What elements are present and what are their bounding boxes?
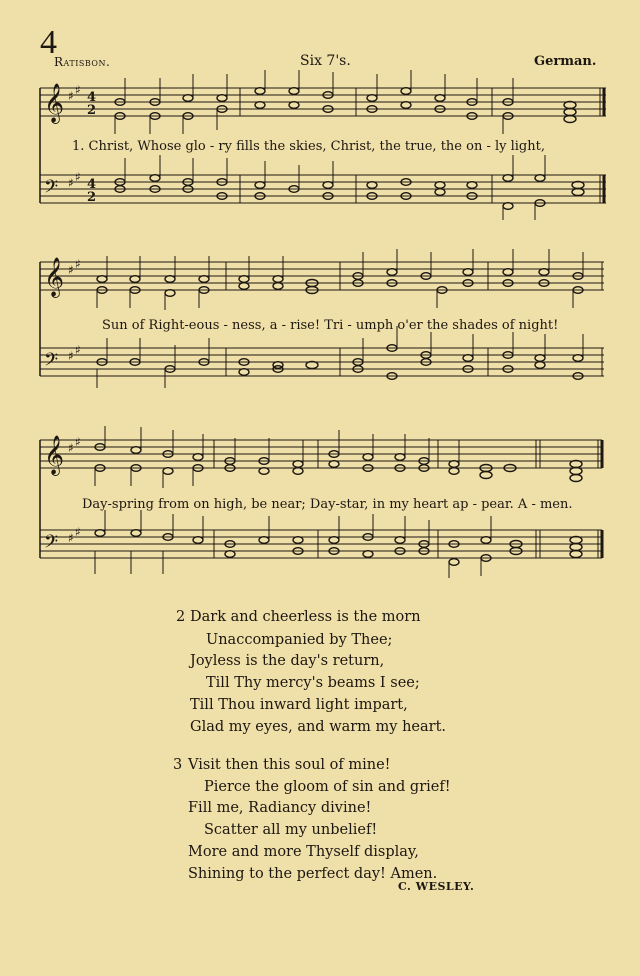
lyric-line-2: Sun of Right-eous - ness, a - rise! Tri - umph o'er the shades of night! xyxy=(102,318,559,333)
meter: Six 7's. xyxy=(300,53,351,69)
tune-name: Ratisbon. xyxy=(54,55,111,69)
svg-text:♯: ♯ xyxy=(75,257,81,271)
stanza-line: Till Thou inward light impart, xyxy=(190,697,408,713)
bass-staff-2 xyxy=(40,348,604,376)
svg-text:♯: ♯ xyxy=(68,176,74,190)
svg-text:♯: ♯ xyxy=(75,525,81,539)
stanza-line: Dark and cheerless is the morn xyxy=(190,609,421,625)
stanza-line: Fill me, Radiancy divine! xyxy=(188,800,372,816)
stanza-line: Unaccompanied by Thee; xyxy=(206,632,393,648)
svg-text:4: 4 xyxy=(87,177,97,192)
stanza-line: Glad my eyes, and warm my heart. xyxy=(190,719,447,735)
stanza-line: Till Thy mercy's beams I see; xyxy=(206,675,420,691)
stanza-line: Joyless is the day's return, xyxy=(190,653,385,669)
svg-text:𝄢: 𝄢 xyxy=(44,350,59,375)
svg-text:𝄞: 𝄞 xyxy=(44,435,65,475)
lyric-line-3: Day-spring from on high, be near; Day-star, in my heart ap - pear. A - men. xyxy=(82,497,573,512)
svg-text:♯: ♯ xyxy=(68,349,74,363)
svg-text:4: 4 xyxy=(87,90,97,105)
stanza-line: Scatter all my unbelief! xyxy=(204,822,378,838)
treble-staff-3 xyxy=(40,440,602,468)
tune-origin: German. xyxy=(534,54,597,69)
svg-text:2: 2 xyxy=(87,190,97,205)
svg-text:𝄞: 𝄞 xyxy=(44,83,65,123)
svg-text:♯: ♯ xyxy=(68,441,74,455)
stanza-number: 2 xyxy=(176,609,186,625)
svg-text:♯: ♯ xyxy=(75,435,81,449)
treble-staff-2 xyxy=(40,262,604,290)
svg-text:𝄞: 𝄞 xyxy=(44,257,65,297)
stanza-number: 3 xyxy=(173,757,183,773)
svg-text:𝄢: 𝄢 xyxy=(44,177,59,202)
svg-text:♯: ♯ xyxy=(75,170,81,184)
svg-text:♯: ♯ xyxy=(68,263,74,277)
svg-text:♯: ♯ xyxy=(75,343,81,357)
stanza-line: Pierce the gloom of sin and grief! xyxy=(204,779,451,795)
svg-text:♯: ♯ xyxy=(68,89,74,103)
svg-text:𝄢: 𝄢 xyxy=(44,532,59,557)
svg-text:2: 2 xyxy=(87,103,97,118)
stanza-line: Visit then this soul of mine! xyxy=(188,757,391,773)
svg-text:♯: ♯ xyxy=(68,531,74,545)
svg-text:♯: ♯ xyxy=(75,83,81,97)
stanza-line: More and more Thyself display, xyxy=(188,844,419,860)
author: C. WESLEY. xyxy=(398,880,475,893)
page-number: 4 xyxy=(40,24,57,61)
stanza-line: Shining to the perfect day! Amen. xyxy=(188,866,438,882)
lyric-line-1: 1. Christ, Whose glo - ry fills the skies, Christ, the true, the on - ly light, xyxy=(72,139,545,154)
